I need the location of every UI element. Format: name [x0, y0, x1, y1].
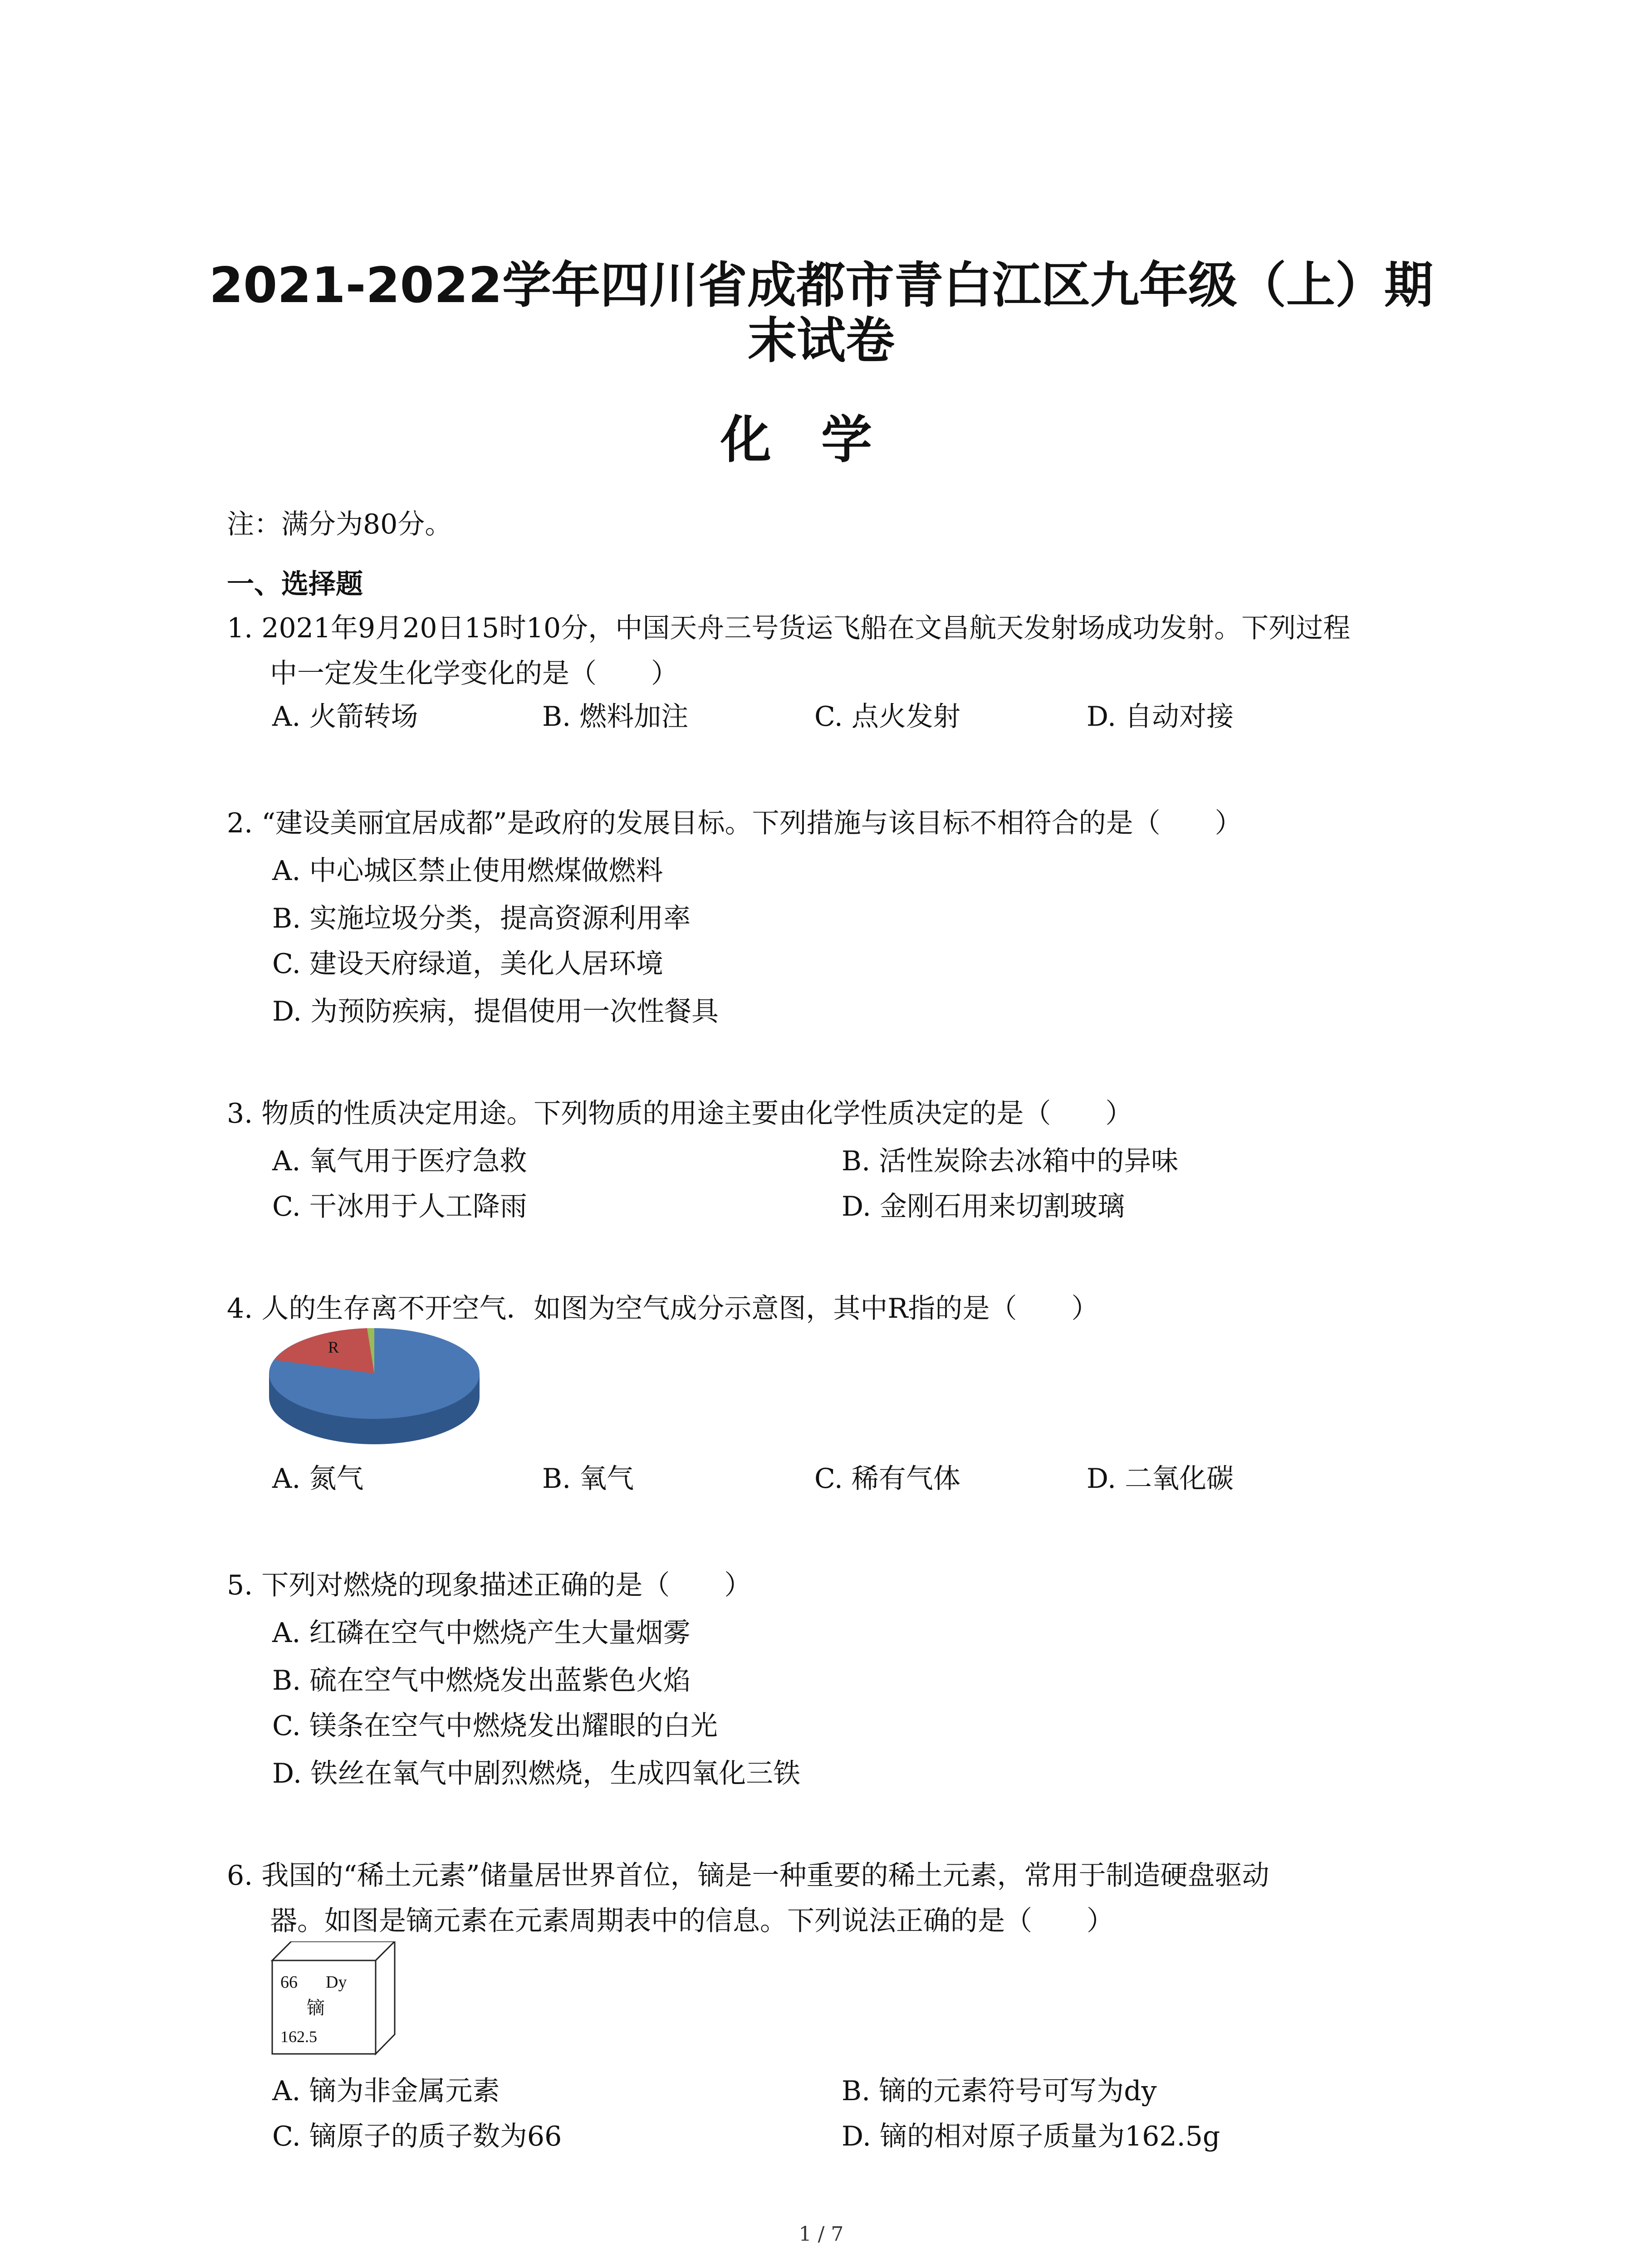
- cell-top-face: [272, 1941, 395, 1960]
- question-3-option-d: D. 金刚石用来切割玻璃: [842, 1191, 1125, 1222]
- pie-chart-svg: [265, 1325, 483, 1452]
- element-symbol: Dy: [326, 1973, 347, 1992]
- question-1-stem-line1: 1. 2021年9月20日15时10分，中国天舟三号货运飞船在文昌航天发射场成功发射。下列过程: [227, 612, 1351, 644]
- question-2-option-d: D. 为预防疾病，提倡使用一次性餐具: [272, 996, 719, 1027]
- element-cell-dy: [268, 1941, 399, 2062]
- question-5-option-a: A. 红磷在空气中燃烧产生大量烟雾: [272, 1617, 691, 1649]
- question-3-option-c: C. 干冰用于人工降雨: [272, 1191, 527, 1222]
- question-1-option-b: B. 燃料加注: [542, 701, 689, 733]
- question-3-option-b: B. 活性炭除去冰箱中的异味: [842, 1145, 1179, 1177]
- question-6-option-d: D. 镝的相对原子质量为162.5g: [842, 2121, 1220, 2152]
- question-4-option-a: A. 氮气: [272, 1463, 364, 1495]
- question-4-stem: 4. 人的生存离不开空气．如图为空气成分示意图，其中R指的是（ ）: [227, 1293, 1099, 1325]
- question-3-option-a: A. 氧气用于医疗急救: [272, 1145, 527, 1177]
- question-2-stem: 2. “建设美丽宜居成都”是政府的发展目标。下列措施与该目标不相符合的是（ ）: [227, 807, 1242, 839]
- question-4-option-b: B. 氧气: [542, 1463, 634, 1495]
- question-2-option-a: A. 中心城区禁止使用燃煤做燃料: [272, 855, 663, 887]
- question-5-stem: 5. 下列对燃烧的现象描述正确的是（ ）: [227, 1569, 752, 1601]
- question-3-stem: 3. 物质的性质决定用途。下列物质的用途主要由化学性质决定的是（ ）: [227, 1098, 1133, 1129]
- exam-title-line1: 2021-2022学年四川省成都市青白江区九年级（上）期: [209, 257, 1433, 314]
- question-6-stem-line1: 6. 我国的“稀土元素”储量居世界首位，镝是一种重要的稀土元素，常用于制造硬盘驱动: [227, 1860, 1269, 1892]
- element-cell-svg: [268, 1941, 399, 2059]
- subject-heading: 化学: [720, 411, 922, 469]
- pie-label-r: R: [328, 1338, 339, 1356]
- question-1-option-a: A. 火箭转场: [272, 701, 418, 733]
- score-note: 注：满分为80分。: [227, 508, 452, 540]
- page-number: 1 / 7: [798, 2223, 844, 2246]
- element-atomic-number: 66: [280, 1973, 298, 1992]
- section-heading: 一、选择题: [227, 568, 363, 600]
- question-5-option-c: C. 镁条在空气中燃烧发出耀眼的白光: [272, 1710, 718, 1742]
- question-6-option-a: A. 镝为非金属元素: [272, 2075, 500, 2107]
- cell-side-face: [376, 1941, 395, 2054]
- question-1-option-d: D. 自动对接: [1087, 701, 1234, 733]
- question-6-option-b: B. 镝的元素符号可写为dy: [842, 2075, 1157, 2107]
- question-2-option-c: C. 建设天府绿道，美化人居环境: [272, 948, 663, 980]
- question-5-option-b: B. 硫在空气中燃烧发出蓝紫色火焰: [272, 1665, 691, 1696]
- question-5-option-d: D. 铁丝在氧气中剧烈燃烧，生成四氧化三铁: [272, 1758, 801, 1789]
- question-6-option-c: C. 镝原子的质子数为66: [272, 2121, 562, 2152]
- question-4-option-d: D. 二氧化碳: [1087, 1463, 1234, 1495]
- element-name: 镝: [307, 1998, 325, 2019]
- element-atomic-mass: 162.5: [280, 2028, 317, 2046]
- exam-title-line2: 末试卷: [747, 313, 895, 369]
- question-1-option-c: C. 点火发射: [814, 701, 960, 733]
- question-4-option-c: C. 稀有气体: [814, 1463, 960, 1495]
- question-1-stem-line2: 中一定发生化学变化的是（ ）: [270, 658, 678, 689]
- question-2-option-b: B. 实施垃圾分类，提高资源利用率: [272, 903, 691, 934]
- air-composition-pie: [265, 1325, 483, 1454]
- question-6-stem-line2: 器。如图是镝元素在元素周期表中的信息。下列说法正确的是（ ）: [270, 1905, 1114, 1937]
